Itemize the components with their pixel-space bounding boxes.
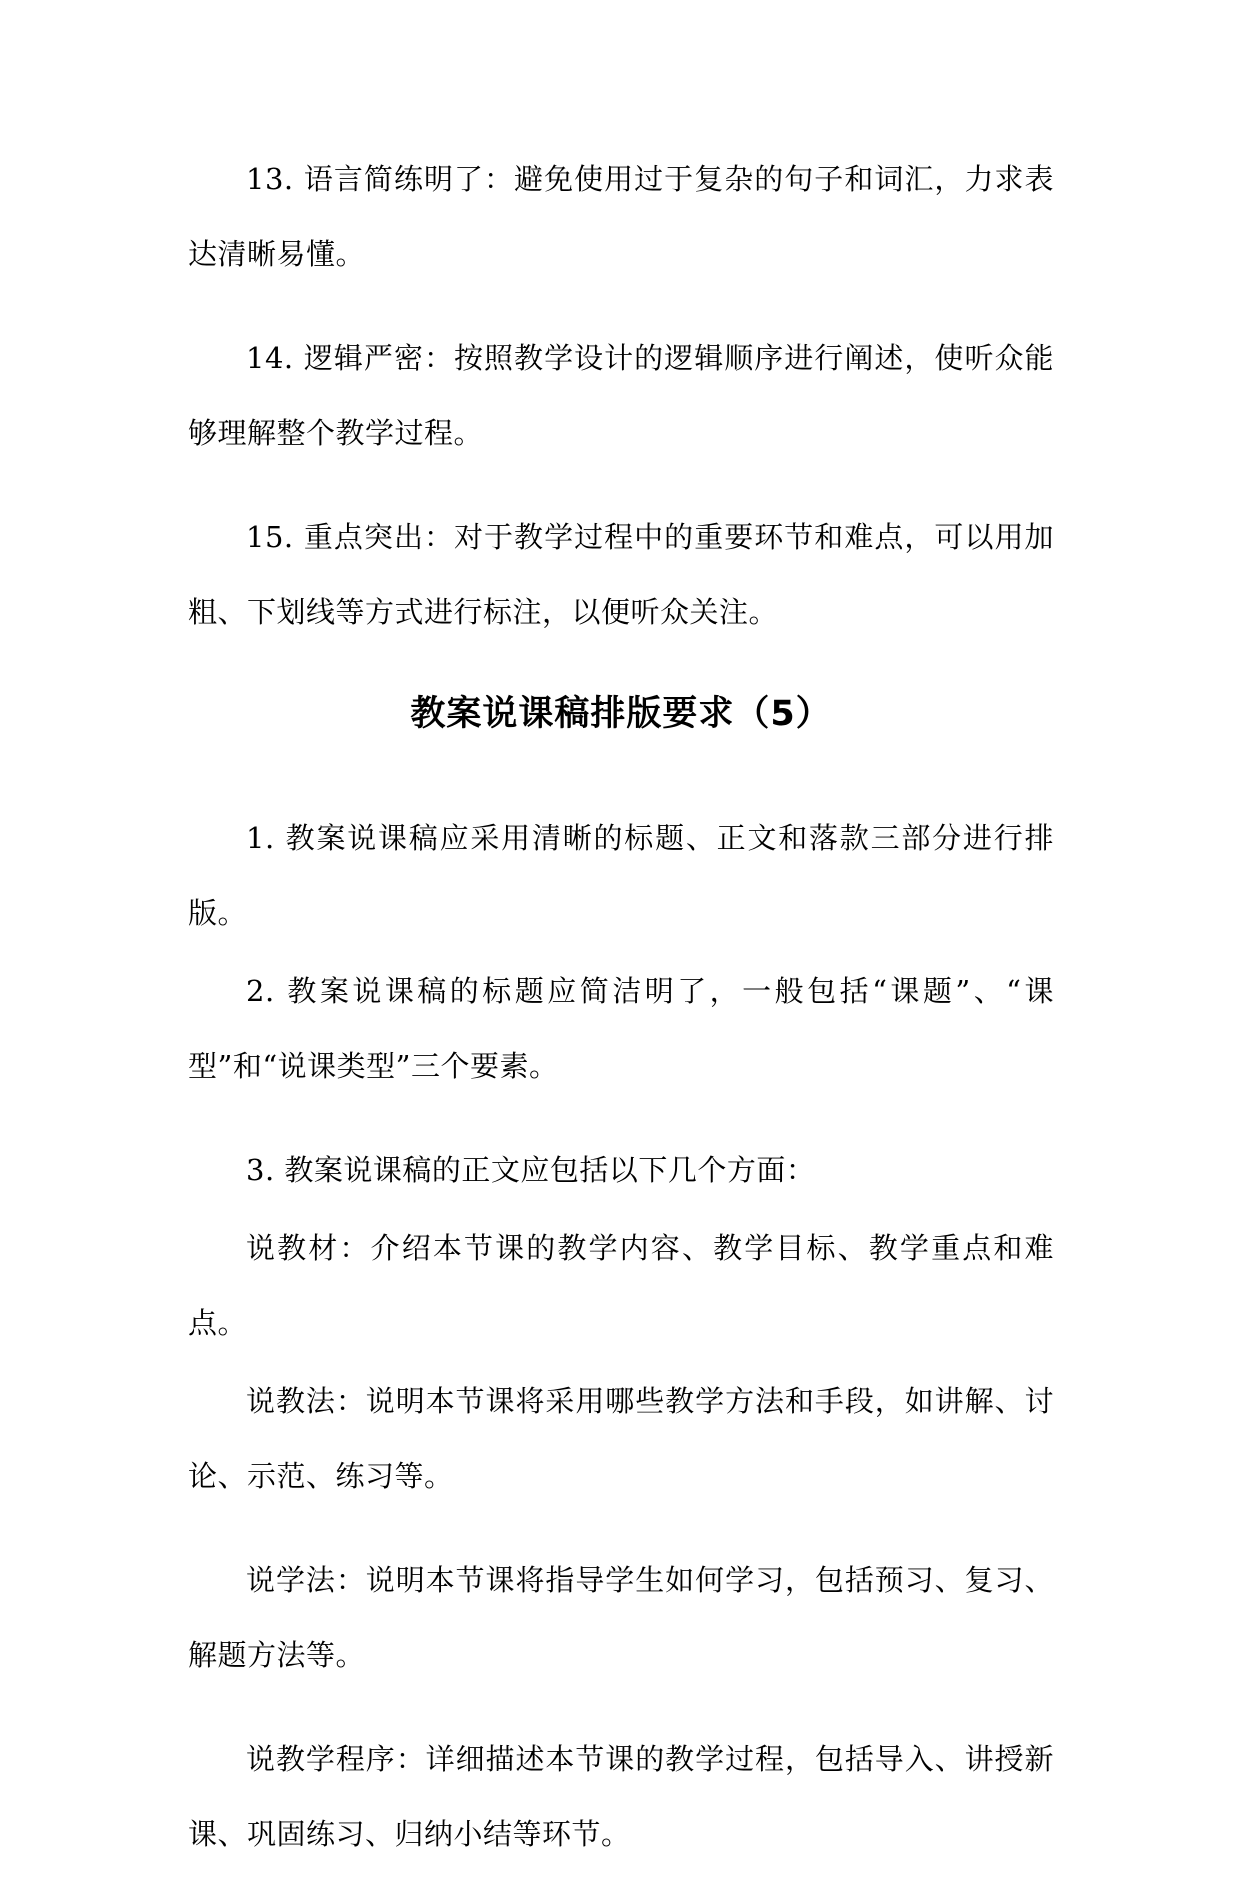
paragraph-item-13: 13. 语言简练明了：避免使用过于复杂的句子和词汇，力求表达清晰易懂。 [188, 162, 1054, 271]
paragraph-item-1: 1. 教案说课稿应采用清晰的标题、正文和落款三部分进行排版。 [188, 821, 1054, 930]
paragraph-item-3: 3. 教案说课稿的正文应包括以下几个方面： [246, 1153, 816, 1187]
paragraph-item-2: 2. 教案说课稿的标题应简洁明了，一般包括“课题”、“课型”和“说课类型”三个要素。 [188, 974, 1054, 1083]
paragraph-shuo-xuefa: 说学法：说明本节课将指导学生如何学习，包括预习、复习、解题方法等。 [188, 1563, 1054, 1672]
paragraph-item-15: 15. 重点突出：对于教学过程中的重要环节和难点，可以用加粗、下划线等方式进行标注，以便听众关注。 [188, 520, 1054, 629]
paragraph-shuo-jiaofa: 说教法：说明本节课将采用哪些教学方法和手段，如讲解、讨论、示范、练习等。 [188, 1384, 1054, 1493]
document-body [188, 142, 1054, 1901]
paragraph-shuo-jiaoxue-chengxu: 说教学程序：详细描述本节课的教学过程，包括导入、讲授新课、巩固练习、归纳小结等环节。 [188, 1742, 1054, 1851]
paragraph-item-14: 14. 逻辑严密：按照教学设计的逻辑顺序进行阐述，使听众能够理解整个教学过程。 [188, 341, 1054, 450]
section-title: 教案说课稿排版要求（5） [410, 694, 832, 734]
paragraph-shuo-jiaocai: 说教材：介绍本节课的教学内容、教学目标、教学重点和难点。 [188, 1231, 1054, 1340]
